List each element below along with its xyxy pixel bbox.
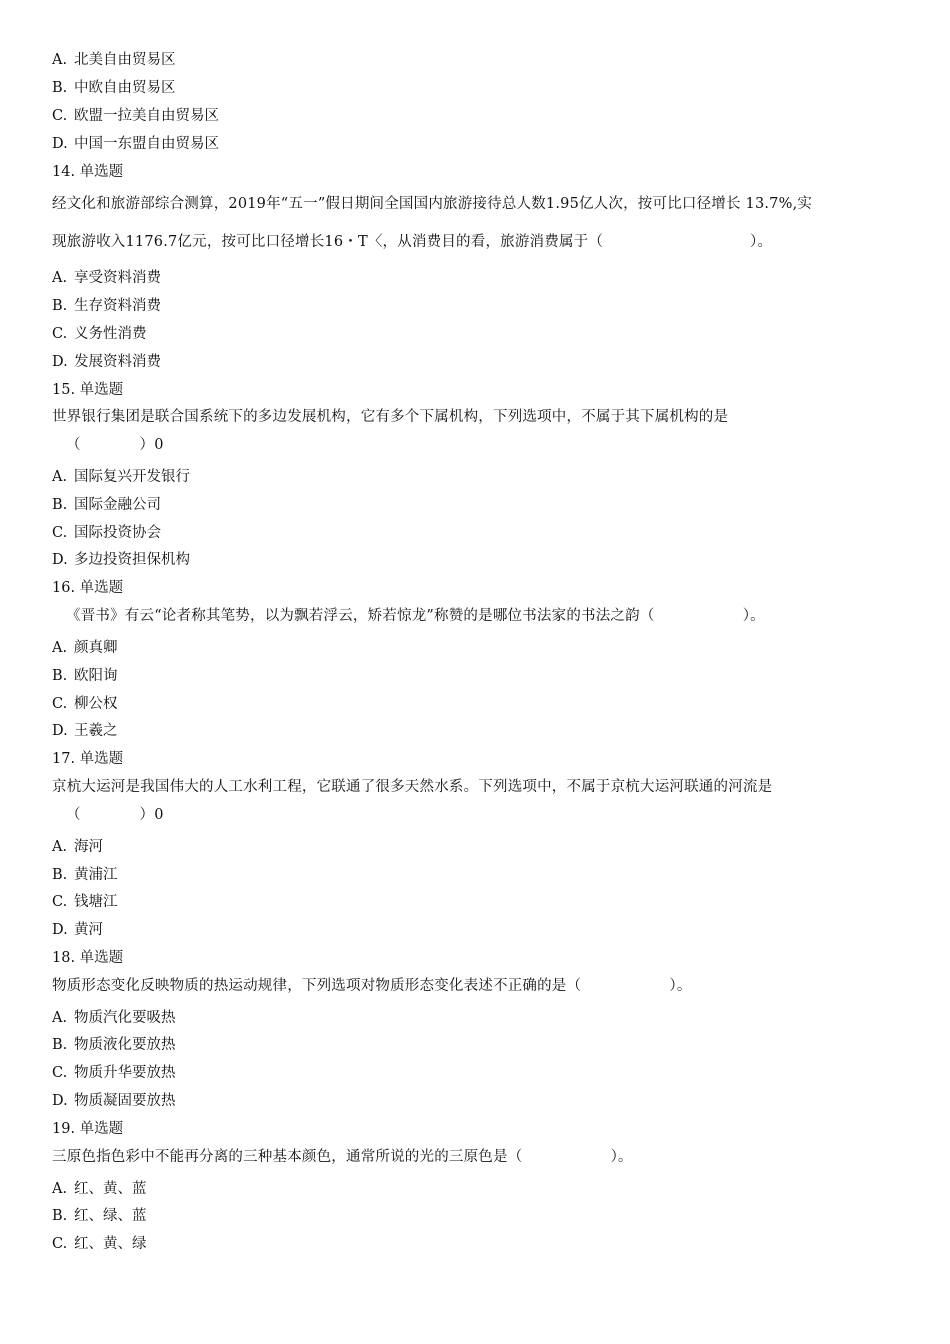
question-header: 14. 单选题	[52, 164, 124, 180]
question-stem: （ ）0	[66, 807, 164, 823]
q18-option-c[interactable]: C. 物质升华要放热	[52, 1065, 176, 1081]
q15-option-d[interactable]: D. 多边投资担保机构	[52, 552, 190, 568]
question-stem: 京杭大运河是我国伟大的人工水利工程，它联通了很多天然水系。下列选项中，不属于京杭大运河联通的河流是	[52, 779, 773, 795]
q15-option-b[interactable]: B. 国际金融公司	[52, 497, 161, 513]
q13-option-b[interactable]: B. 中欧自由贸易区	[52, 80, 176, 96]
q19-option-b[interactable]: B. 红、绿、蓝	[52, 1208, 147, 1224]
question-header: 19. 单选题	[52, 1121, 124, 1137]
q17-option-d[interactable]: D. 黄河	[52, 922, 103, 938]
question-stem: 物质形态变化反映物质的热运动规律，下列选项对物质形态变化表述不正确的是（ ）。	[52, 978, 692, 994]
q18-option-d[interactable]: D. 物质凝固要放热	[52, 1093, 176, 1109]
q13-option-c[interactable]: C. 欧盟一拉美自由贸易区	[52, 108, 219, 124]
q16-option-b[interactable]: B. 欧阳询	[52, 668, 118, 684]
q14-option-b[interactable]: B. 生存资料消费	[52, 298, 161, 314]
q15-option-a[interactable]: A. 国际复兴开发银行	[52, 469, 190, 485]
q16-option-c[interactable]: C. 柳公权	[52, 696, 118, 712]
q18-option-b[interactable]: B. 物质液化要放热	[52, 1037, 176, 1053]
q15-option-c[interactable]: C. 国际投资协会	[52, 525, 161, 541]
question-stem: 世界银行集团是联合国系统下的多边发展机构，它有多个下属机构，下列选项中，不属于其下属机构的是	[52, 409, 729, 425]
q18-option-a[interactable]: A. 物质汽化要吸热	[52, 1010, 176, 1026]
q19-option-a[interactable]: A. 红、黄、蓝	[52, 1181, 147, 1197]
q16-option-d[interactable]: D. 王羲之	[52, 723, 118, 739]
q14-option-a[interactable]: A. 享受资料消费	[52, 270, 161, 286]
question-stem: 三原色指色彩中不能再分离的三种基本颜色，通常所说的光的三原色是（ ）。	[52, 1149, 633, 1165]
question-header: 15. 单选题	[52, 382, 124, 398]
q17-option-b[interactable]: B. 黄浦江	[52, 867, 118, 883]
question-header: 17. 单选题	[52, 751, 124, 767]
question-stem: 现旅游收入1176.7亿元，按可比口径增长16・T〈，从消费目的看，旅游消费属于（ ）。	[52, 234, 773, 250]
question-header: 16. 单选题	[52, 580, 124, 596]
q17-option-c[interactable]: C. 钱塘江	[52, 894, 118, 910]
q13-option-a[interactable]: A. 北美自由贸易区	[52, 52, 176, 68]
q13-option-d[interactable]: D. 中国一东盟自由贸易区	[52, 136, 219, 152]
q16-option-a[interactable]: A. 颜真卿	[52, 640, 118, 656]
question-stem: 经文化和旅游部综合测算，2019年“五一”假日期间全国国内旅游接待总人数1.95亿人次，按可比口径增长 13.7%,实	[52, 196, 813, 212]
q19-option-c[interactable]: C. 红、黄、绿	[52, 1236, 147, 1252]
q14-option-c[interactable]: C. 义务性消费	[52, 326, 147, 342]
q14-option-d[interactable]: D. 发展资料消费	[52, 354, 161, 370]
question-stem: 《晋书》有云“论者称其笔势，以为飘若浮云，矫若惊龙”称赞的是哪位书法家的书法之韵（ ）。	[66, 608, 765, 624]
question-header: 18. 单选题	[52, 950, 124, 966]
q17-option-a[interactable]: A. 海河	[52, 839, 103, 855]
question-stem: （ ）0	[66, 437, 164, 453]
